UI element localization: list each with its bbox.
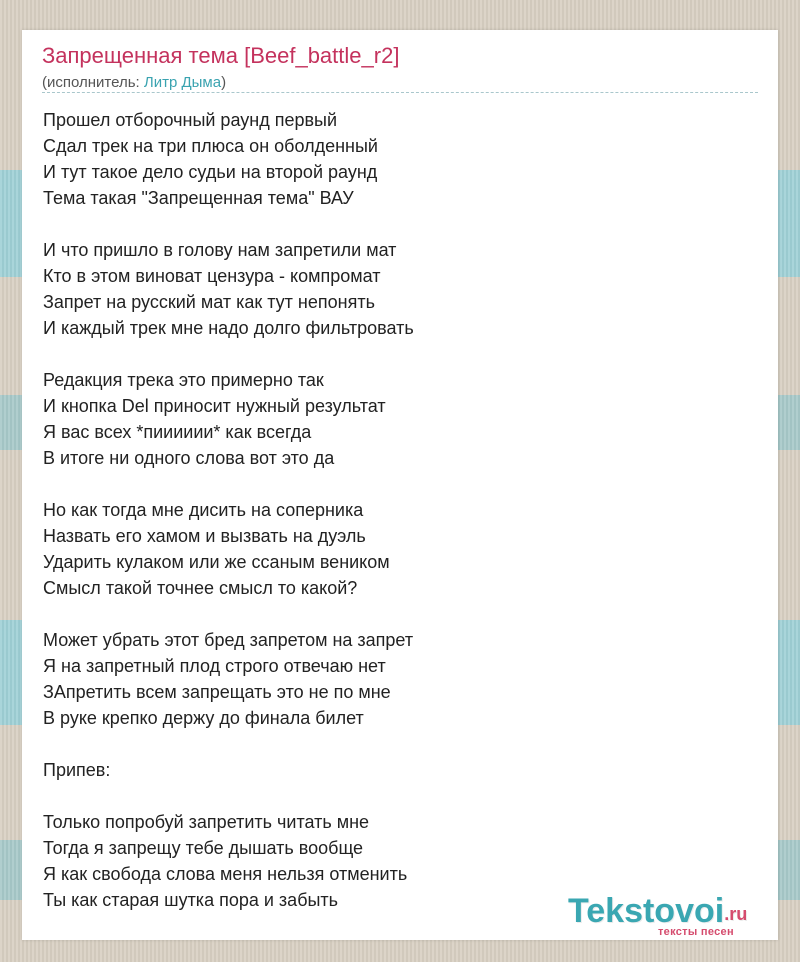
logo-name: Tekstovoi	[568, 892, 725, 930]
stanza-break	[43, 783, 414, 809]
lyric-line: Сдал трек на три плюса он оболденный	[43, 136, 378, 156]
lyric-line: Ты как старая шутка пора и забыть	[43, 890, 339, 910]
lyric-line: И что пришло в голову нам запретили мат	[43, 240, 397, 260]
lyric-line: Запрет на русский мат как тут непонять	[43, 292, 375, 312]
lyric-line: Назвать его хамом и вызвать на дуэль	[43, 526, 366, 546]
lyric-line: В руке крепко держу до финала билет	[43, 708, 364, 728]
lyric-line: Припев:	[43, 760, 111, 780]
stanza-break	[43, 471, 414, 497]
lyric-line: Тема такая "Запрещенная тема" ВАУ	[43, 188, 354, 208]
lyric-line: Кто в этом виноват цензура - компромат	[43, 266, 381, 286]
lyric-line: Тогда я запрещу тебе дышать вообще	[43, 838, 364, 858]
lyric-line: И кнопка Del приносит нужный результат	[43, 396, 386, 416]
logo-tagline: тексты песен	[658, 926, 734, 938]
lyrics-text	[43, 107, 414, 913]
song-title: Запрещенная тема [Beef_battle_r2]	[42, 43, 400, 68]
artist-line	[42, 74, 226, 91]
lyric-line: И каждый трек мне надо долго фильтровать	[43, 318, 414, 338]
lyric-line: Я вас всех *пииииии* как всегда	[43, 422, 312, 442]
lyric-line: Но как тогда мне дисить на соперника	[43, 500, 364, 520]
lyric-line: Я на запретный плод строго отвечаю нет	[43, 656, 386, 676]
artist-link[interactable]: Литр Дыма	[143, 74, 222, 91]
lyric-line: Ударить кулаком или же ссаным веником	[43, 552, 390, 572]
title-divider	[42, 92, 758, 93]
lyric-line: В итоге ни одного слова вот это да	[43, 448, 335, 468]
lyric-line: ЗАпретить всем запрещать это не по мне	[43, 682, 391, 702]
stanza-break	[43, 211, 414, 237]
lyric-line: Прошел отборочный раунд первый	[43, 110, 338, 130]
lyric-line: Смысл такой точнее смысл то какой?	[43, 578, 358, 598]
lyrics-card	[22, 30, 778, 940]
artist-suffix: )	[221, 74, 227, 91]
site-logo[interactable]	[568, 894, 778, 940]
lyric-line: Редакция трека это примерно так	[43, 370, 324, 390]
lyric-line: Может убрать этот бред запретом на запрет	[43, 630, 414, 650]
stanza-break	[43, 341, 414, 367]
stanza-break	[43, 601, 414, 627]
artist-prefix: (исполнитель:	[42, 74, 144, 91]
logo-tld: .ru	[724, 904, 748, 924]
stanza-break	[43, 731, 414, 757]
lyric-line: Только попробуй запретить читать мне	[43, 812, 370, 832]
lyric-line: И тут такое дело судьи на второй раунд	[43, 162, 378, 182]
lyric-line: Я как свобода слова меня нельзя отменить	[43, 864, 408, 884]
